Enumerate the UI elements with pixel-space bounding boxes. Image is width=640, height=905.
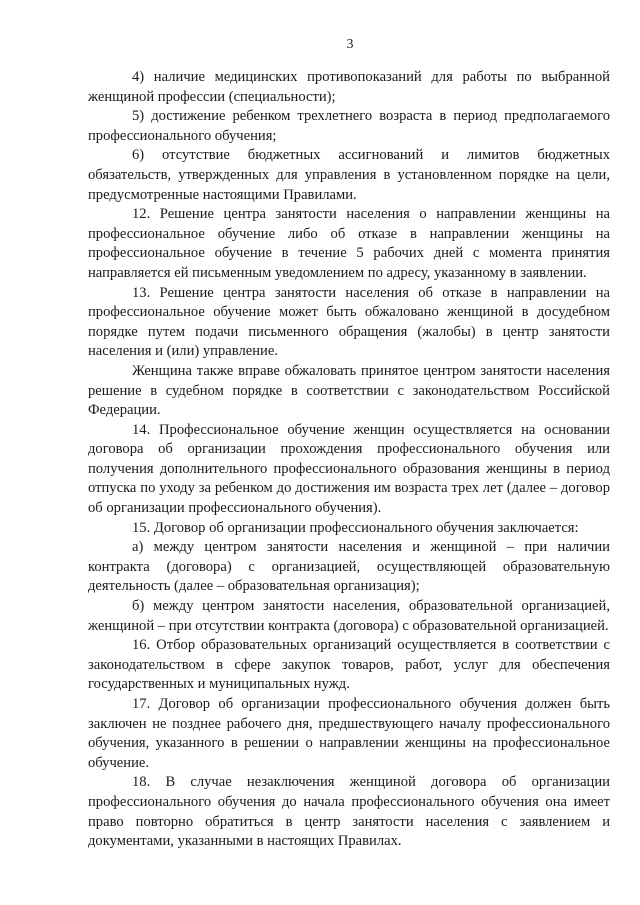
paragraph-13: 13. Решение центра занятости населения об отказе в направлении на профессиональное обучение может быть обжаловано женщиной в досудебном порядке путем подачи письменного обращения (жалобы) в центр занятости населения и (или) управление.: [88, 284, 610, 360]
paragraph-15-b: б) между центром занятости населения, образовательной организацией, женщиной – при отсутствии контракта (договора) с образовательной организацией.: [88, 598, 610, 634]
page-number: 3: [346, 37, 354, 52]
paragraph-item-6: 6) отсутствие бюджетных ассигнований и лимитов бюджетных обязательств, утвержденных для управления в установленном порядке на цели, предусмотренные настоящими Правилами.: [88, 147, 610, 203]
paragraph-17: 17. Договор об организации профессионального обучения должен быть заключен не позднее рабочего дня, предшествующего началу профессионального обучения, указанного в решении о направлении женщины на профессиональное обучение.: [88, 696, 610, 771]
document-body: [88, 68, 610, 852]
paragraph-item-5: 5) достижение ребенком трехлетнего возраста в период предполагаемого профессионального обучения;: [88, 108, 610, 144]
paragraph-14: 14. Профессиональное обучение женщин осуществляется на основании договора об организации прохождения профессионального обучения или получения дополнительного профессионального образования женщины в период отпуска по уходу за ребенком до достижения им возраста трех лет (далее – договор об организации профессионального обучения).: [88, 421, 610, 517]
paragraph-item-4: 4) наличие медицинских противопоказаний для работы по выбранной женщиной профессии (специальности);: [88, 69, 610, 105]
paragraph-13-appeal: Женщина также вправе обжаловать принятое центром занятости населения решение в судебном порядке в соответствии с законодательством Российской Федерации.: [88, 362, 610, 419]
paragraph-16: 16. Отбор образовательных организаций осуществляется в соответствии с законодательством в сфере закупок товаров, работ, услуг для обеспечения государственных и муниципальных нужд.: [88, 637, 610, 693]
paragraph-18: 18. В случае незаключения женщиной договора об организации профессионального обучения до начала профессионального обучения она имеет право повторно обратиться в центр занятости населения с заявлением и документами, указанными в настоящих Правилах.: [88, 774, 610, 850]
paragraph-15: 15. Договор об организации профессионального обучения заключается:: [132, 519, 579, 536]
paragraph-12: 12. Решение центра занятости населения о направлении женщины на профессиональное обучение либо об отказе в направлении женщины на профессиональное обучение в течение 5 рабочих дней с момента принятия направляется ей письменным уведомлением по адресу, указанному в заявлении.: [88, 206, 610, 281]
paragraph-15-a: а) между центром занятости населения и женщиной – при наличии контракта (договора) с организацией, осуществляющей образовательную деятельность (далее – образовательная организация);: [88, 539, 610, 595]
